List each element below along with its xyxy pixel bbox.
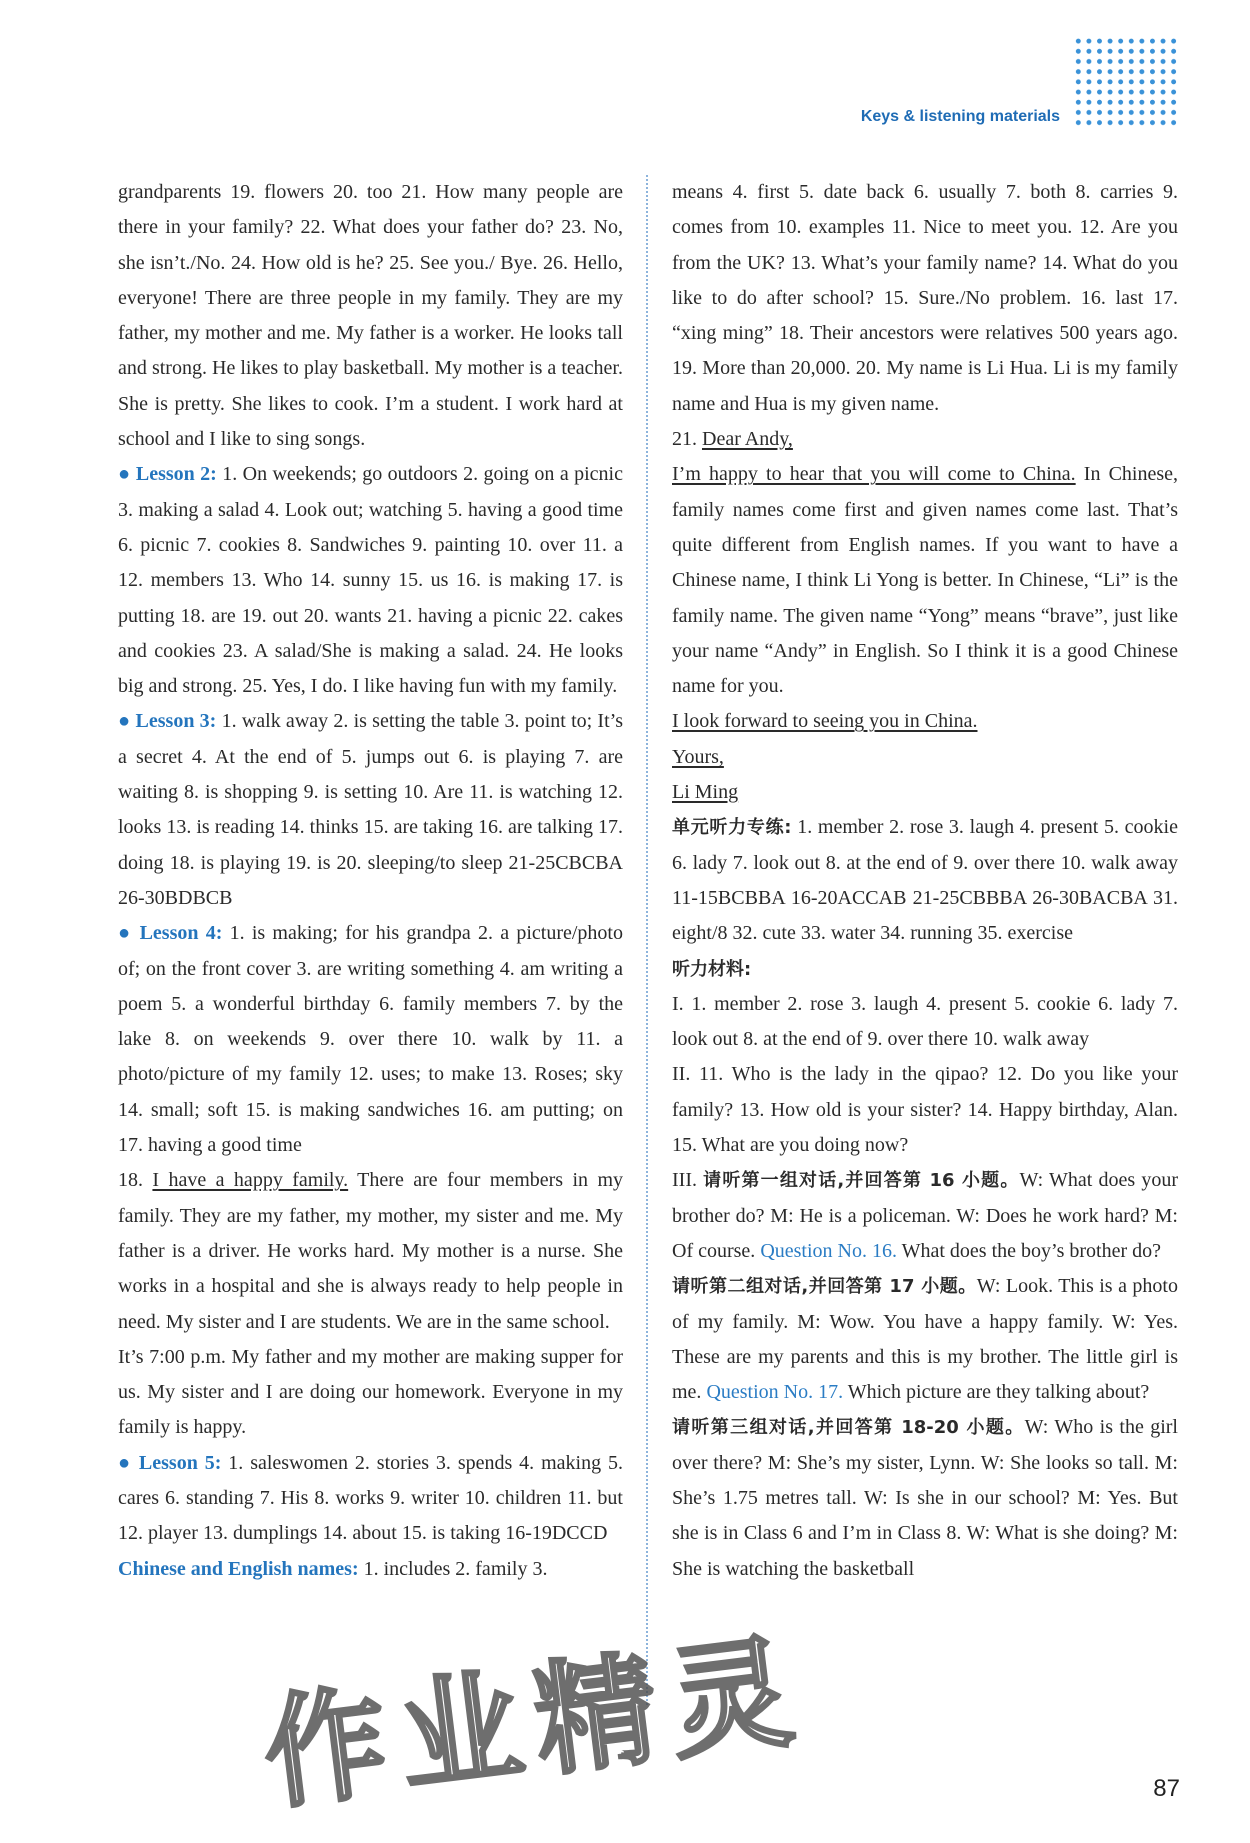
left-para-1: grandparents 19. flowers 20. too 21. How many people are there in your family? 22. What does your father do? 23. No, she isn’t./No. 24. How old is he? 25. See you./ Bye. 26. Hello, everyone! There are three people in my family. They are my father, my mother and me. My father is a worker. He looks tall and strong. He likes to play basketball. My mother is a teacher. She is pretty. She likes to cook. I’m a student. I work hard at school and I like to sing songs.	[118, 181, 623, 451]
lesson-4-label: ● Lesson 4:	[118, 922, 223, 945]
letter-sign-off: Yours,	[672, 745, 724, 768]
lesson-3-paragraph: ● Lesson 3: 1. walk away 2. is setting the table 3. point to; It’s a secret 4. At the end of 5. jumps out 6. is playing 7. are waiting 8. is shopping 9. is setting 10. Are 11. is watching 12. looks 13. is reading 14. thinks 15. are taking 16. are talking 17. doing 18. is playing 19. is 20. sleeping/to sleep 21-25CBCBA 26-30BDBCB	[118, 710, 623, 909]
header-dots-decoration	[1073, 36, 1179, 128]
watermark-logo: 作业精灵	[256, 1619, 814, 1827]
essay-paragraph-2: It’s 7:00 p.m. My father and my mother are making supper for us. My sister and I are doing our homework. Everyone in my family is happy.	[118, 1345, 623, 1439]
letter-signature: Li Ming	[672, 781, 739, 804]
lesson-2-label: ● Lesson 2:	[118, 463, 217, 486]
left-column	[118, 175, 623, 1587]
page-number: 87	[1153, 1775, 1180, 1802]
listening-part-1: I. 1. member 2. rose 3. laugh 4. present 5. cookie 6. lady 7. look out 8. at the end of 9. over there 10. walk away	[672, 992, 1178, 1051]
listening-materials-heading: 听力材料:	[672, 958, 752, 980]
listening-dialog-1: III. 请听第一组对话,并回答第 16 小题。W: What does your brother do? M: He is a policeman. W: Does he work hard? M: Of course. Question No. 16. What does the boy’s brother do?	[672, 1169, 1178, 1262]
essay-paragraph: 18. I have a happy family. There are four members in my family. They are my father, my mother, my sister and me. My father is a driver. He works hard. My mother is a nurse. She works in a hospital and she is always ready to help people in need. My sister and I are students. We are in the same school.	[118, 1169, 624, 1333]
right-column	[672, 175, 1178, 1587]
question-16-label: Question No. 16.	[760, 1239, 897, 1262]
letter-body: I’m happy to hear that you will come to China. In Chinese, family names come first and given names come last. That’s quite different from English names. If you want to have a Chinese name, I think Li Yong is better. In Chinese, “Li” is the family name. The given name “Yong” means “brave”, just like your name “Andy” in English. So I think it is a good Chinese name for you.	[672, 463, 1179, 698]
listening-dialog-2: 请听第二组对话,并回答第 17 小题。W: Look. This is a photo of my family. M: Wow. You have a happy family. W: Yes. These are my parents and this is my brother. The little girl is me. Question No. 17. Which picture are they talking about?	[672, 1275, 1178, 1404]
lesson-3-label: ● Lesson 3:	[118, 710, 217, 733]
chinese-english-names-heading: Chinese and English names:	[118, 1557, 359, 1580]
right-para-1: means 4. first 5. date back 6. usually 7. both 8. carries 9. comes from 10. examples 11. Nice to meet you. 12. Are you from the UK? 13. What’s your family name? 14. What do you like to do after school? 15. Sure./No problem. 16. last 17. “xing ming” 18. Their ancestors were relatives 500 years ago. 19. More than 20,000. 20. My name is Li Hua. Li is my family name and Hua is my given name.	[672, 181, 1178, 415]
listening-part-2: II. 11. Who is the lady in the qipao? 12. Do you like your family? 13. How old is your sister? 14. Happy birthday, Alan. 15. What are you doing now?	[672, 1063, 1178, 1157]
column-divider	[646, 175, 648, 1705]
letter-closing-line: I look forward to seeing you in China.	[672, 710, 978, 733]
question-17-label: Question No. 17.	[706, 1381, 844, 1404]
lesson-2-paragraph: ● Lesson 2: 1. On weekends; go outdoors 2. going on a picnic 3. making a salad 4. Look out; watching 5. having a good time 6. picnic 7. cookies 8. Sandwiches 9. painting 10. over 11. a 12. members 13. Who 14. sunny 15. us 16. is making 17. is putting 18. are 19. out 20. wants 21. having a picnic 22. cakes and cookies 23. A salad/She is making a salad. 24. He looks big and strong. 25. Yes, I do. I like having fun with my family.	[118, 463, 623, 698]
chinese-english-names-paragraph: Chinese and English names: 1. includes 2. family 3.	[118, 1557, 548, 1580]
lesson-5-paragraph: ● Lesson 5: 1. saleswomen 2. stories 3. spends 4. making 5. cares 6. standing 7. His 8. works 9. writer 10. children 11. but 12. player 13. dumplings 14. about 15. is taking 16-19DCCD	[118, 1451, 623, 1545]
section-label: Keys & listening materials	[860, 108, 1060, 125]
lesson-4-paragraph: ● Lesson 4: 1. is making; for his grandpa 2. a picture/photo of; on the front cover 3. are writing something 4. am writing a poem 5. a wonderful birthday 6. family members 7. by the lake 8. on weekends 9. over there 10. walk by 11. a photo/picture of my family 12. uses; to make 13. Roses; sky 14. small; soft 15. is making sandwiches 16. am putting; on 17. having a good time	[118, 922, 623, 1157]
essay-title: I have a happy family.	[152, 1169, 349, 1192]
letter-salutation: 21. Dear Andy,	[672, 428, 793, 451]
lesson-5-label: ● Lesson 5:	[118, 1451, 222, 1474]
unit-listening-heading: 单元听力专练:	[672, 817, 792, 839]
unit-listening-paragraph: 单元听力专练: 1. member 2. rose 3. laugh 4. present 5. cookie 6. lady 7. look out 8. at the end of 9. over there 10. walk away 11-15BCBBA 16-20ACCAB 21-25CBBBA 26-30BACBA 31. eight/8 32. cute 33. water 34. running 35. exercise	[672, 816, 1178, 945]
listening-dialog-3: 请听第三组对话,并回答第 18-20 小题。W: Who is the girl over there? M: She’s my sister, Lynn. W: She looks so tall. M: She’s 1.75 metres tall. W: Is she in our school? M: Yes. But she is in Class 6 and I’m in Class 8. W: What is she doing? M: She is watching the basketball	[672, 1416, 1178, 1580]
